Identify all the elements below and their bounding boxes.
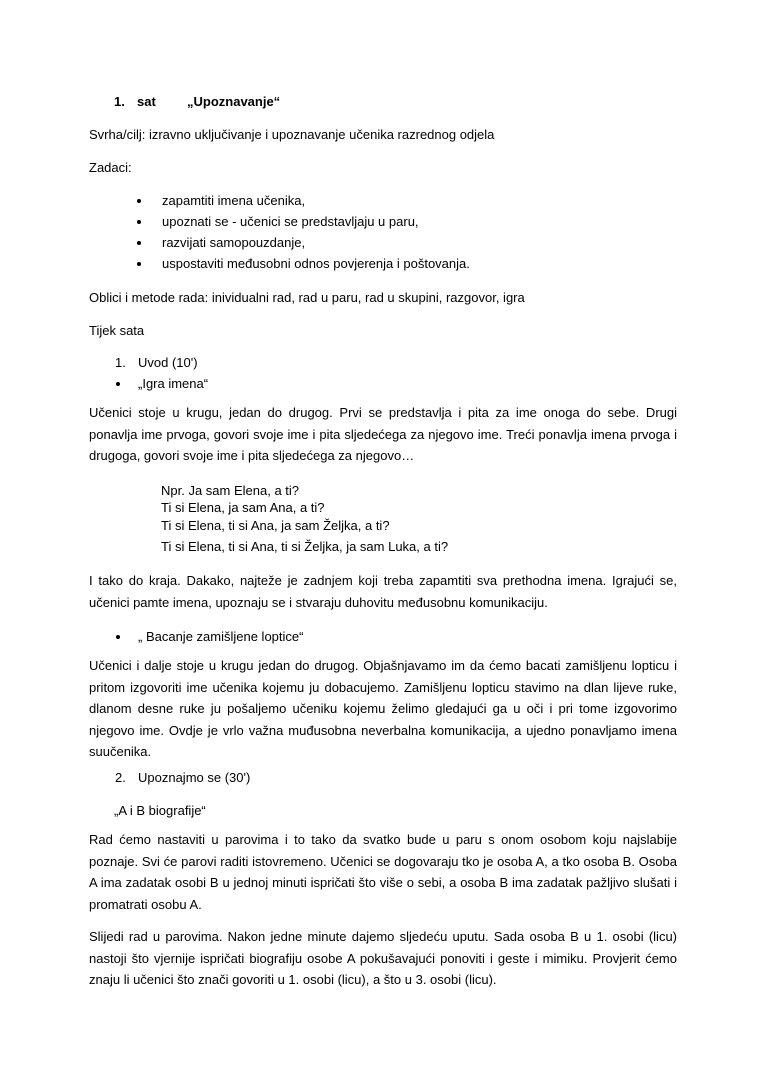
section-2-label: Upoznajmo se (30') [138,770,251,785]
example-line: Ti si Elena, ti si Ana, ti si Željka, ja sam Luka, a ti? [161,539,449,554]
game-1-conclusion: I tako do kraja. Dakako, najteže je zadnjem koji treba zapamtiti sva prethodna imena. Igrajući se, učenici pamte imena, upoznaju se i stvaraju duhovitu međusobnu komunikaciju. [89,573,677,610]
task-item: zapamtiti imena učenika, [162,193,306,208]
game-2-title: „ Bacanje zamišljene loptice“ [138,629,304,644]
bullet-icon [137,220,141,224]
lesson-number: 1. [114,94,125,109]
example-line: Npr. Ja sam Elena, a ti? [161,483,300,498]
game-3-instructions: Slijedi rad u parovima. Nakon jedne minute dajemo sljedeću uputu. Sada osoba B u 1. osobi (licu) nastoji što vjernije ispričati biografiju osobe A pokušavajući ponoviti i geste i mimiku. Provjerit ćemo znaju li učenici što znači govoriti u 1. osobi (licu), a što u 3. osobi (licu). [89,929,677,987]
task-item: upoznati se - učenici se predstavljaju u paru, [162,214,419,229]
game-1-description: Učenici stoje u krugu, jedan do drugog. Prvi se predstavlja i pita za ime onoga do sebe. Drugi ponavlja ime prvoga, govori svoje ime i pita sljedećega za njegovo ime. Treći ponavlja imena prvoga i drugoga, govori svoje ime i pita sljedećega za njegovo… [89,405,677,463]
game-1-title: „Igra imena“ [138,376,209,391]
example-line: Ti si Elena, ja sam Ana, a ti? [161,500,325,515]
section-1-label: Uvod (10') [138,355,198,370]
lesson-word: sat [137,94,156,109]
task-item: razvijati samopouzdanje, [162,235,306,250]
flow-label: Tijek sata [89,323,145,338]
methods-line: Oblici i metode rada: inividualni rad, rad u paru, rad u skupini, razgovor, igra [89,290,525,305]
lesson-title: „Upoznavanje“ [187,94,281,109]
example-line: Ti si Elena, ti si Ana, ja sam Željka, a ti? [161,518,390,533]
bullet-icon [137,199,141,203]
section-2-number: 2. [115,770,126,785]
bullet-icon [116,635,120,639]
game-3-title: „A i B biografije“ [114,803,206,818]
tasks-label: Zadaci: [89,160,132,175]
bullet-icon [116,382,120,386]
task-item: uspostaviti međusobni odnos povjerenja i poštovanja. [162,256,470,271]
game-3-description: Rad ćemo nastaviti u parovima i to tako da svatko bude u paru s onom osobom koju najslabije poznaje. Svi će parovi raditi istovremeno. Učenici se dogovaraju tko je osoba A, a tko osoba B. Osoba A ima zadatak osobi B u jednoj minuti ispričati što više o sebi, a osoba B ima zadatak pažljivo slušati i promatrati osobu A. [89,832,677,912]
game-2-description: Učenici i dalje stoje u krugu jedan do drugog. Objašnjavamo im da ćemo bacati zamišljenu lopticu i pritom izgovoriti ime učenika kojemu ju dobacujemo. Zamišljenu lopticu stavimo na dlan lijeve ruke, dlanom desne ruke ju pošaljemo učeniku kojemu želimo gledajući ga u oči i pri tome izgovorimo njegovo ime. Ovdje je vrlo važna muđusobna neverbalna komunikacija, a ujedno ponavljamo imena suučenika. [89,658,677,759]
goal-line: Svrha/cilj: izravno uključivanje i upoznavanje učenika razrednog odjela [89,127,495,142]
section-1-number: 1. [115,355,126,370]
bullet-icon [137,262,141,266]
bullet-icon [137,241,141,245]
